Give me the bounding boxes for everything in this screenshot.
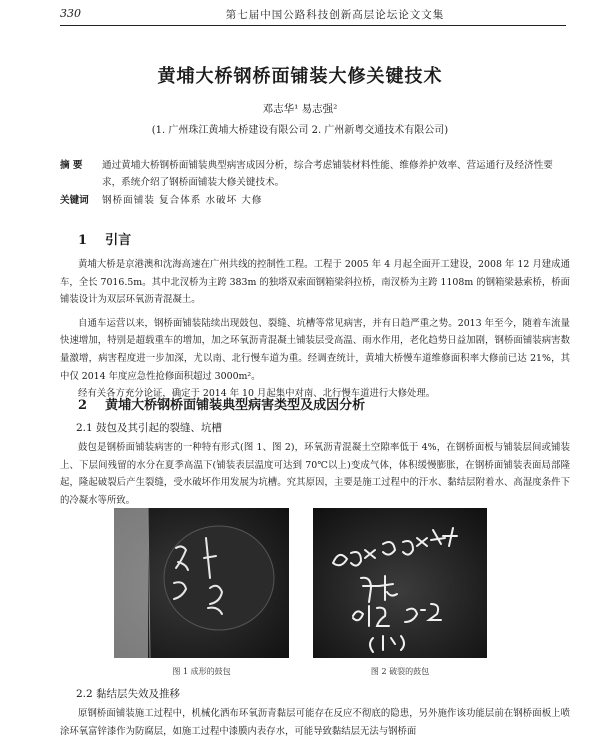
paragraph: 鼓包是钢桥面铺装病害的一种特有形式(图 1、图 2)，环氧沥青混凝土空隙率低于 4%，在钢桥面板与铺装层间或铺装上、下层间残留的水分在夏季高温下(铺装表层温度可达到 70℃以上)变成气体，体积缓慢膨胀，在钢桥面铺装表面局部隆起，隆起破裂后产生裂缝，受水破坏作用发展为坑槽。究其原因，主要是施工过程中的汗水、黏结层附着水、高湿度条件下的冷凝水等所致。 bbox=[60, 442, 570, 506]
section-title: 引言 bbox=[105, 233, 132, 248]
running-title: 第七届中国公路科技创新高层论坛论文文集 bbox=[225, 9, 445, 21]
page-number: 330 bbox=[60, 7, 81, 20]
header-rule bbox=[60, 25, 566, 26]
section-2-heading bbox=[78, 394, 365, 413]
keywords-label: 关键词 bbox=[60, 195, 89, 206]
section-number: 1 bbox=[78, 233, 88, 248]
section-title: 黄埔大桥钢桥面铺装典型病害类型及成因分析 bbox=[105, 398, 366, 413]
paragraph: 黄埔大桥是京港澳和沈海高速在广州共线的控制性工程。工程于 2005 年 4 月起全面开工建设，2008 年 12 月建成通车，全长 7016.5m。其中北汊桥为主跨 383m 的独塔双索面钢箱梁斜拉桥，南汊桥为主跨 1108m 的钢箱梁悬索桥，桥面铺装设计为双层环氧沥青混凝土。 bbox=[60, 259, 570, 306]
keywords-text: 钢桥面铺装 复合体系 水破坏 大修 bbox=[102, 195, 263, 206]
paper-title: 黄埔大桥钢桥面铺装大修关键技术 bbox=[157, 66, 443, 87]
broken-bulge-photo-image bbox=[313, 508, 487, 658]
section-1-heading bbox=[78, 229, 131, 248]
figure-1-photo bbox=[114, 508, 289, 658]
figure-2-photo bbox=[313, 508, 487, 658]
section-2-2-body bbox=[60, 705, 570, 740]
subsection-2-2-heading: 2.2 黏结层失效及推移 bbox=[76, 688, 181, 700]
bulge-photo-image bbox=[114, 508, 289, 658]
section-1-body bbox=[60, 256, 570, 403]
abstract-label: 摘 要 bbox=[60, 160, 83, 171]
abstract-text: 通过黄埔大桥钢桥面铺装典型病害成因分析，综合考虑铺装材料性能、维修养护效率、营运通行及经济性要求，系统介绍了钢桥面铺装大修关键技术。 bbox=[102, 160, 553, 188]
subsection-2-1-heading: 2.1 鼓包及其引起的裂缝、坑槽 bbox=[76, 422, 223, 434]
figure-2-caption: 图 2 破裂的鼓包 bbox=[370, 667, 430, 676]
section-number: 2 bbox=[78, 398, 88, 413]
authors: 邓志华¹ 易志强² bbox=[262, 103, 338, 115]
figure-1-caption: 图 1 成形的鼓包 bbox=[172, 667, 231, 676]
paragraph: 经有关各方充分论证，确定于 2014 年 10 月起集中对南、北行慢车道进行大修处理。 bbox=[78, 388, 436, 400]
paragraph: 自通车运营以来，钢桥面铺装陆续出现鼓包、裂缝、坑槽等常见病害，并有日趋严重之势。2013 年至今，随着车流量快速增加，特别是超载重车的增加，加之环氧沥青混凝土铺装层受高温、雨水作用，老化趋势日益加剧，钢桥面铺装病害数量激增，病害程度进一步加深，尤以南、北行慢车道为重。经调查统计，黄埔大桥慢车道维修面积率大修前已达 21%，其中仅 2014 年度应急性抢修面积超过 3000m²。 bbox=[60, 317, 570, 382]
paragraph: 原钢桥面铺装施工过程中，机械化洒布环氧沥青黏层可能存在反应不彻底的隐患，另外施作该功能层前在钢桥面板上喷涂环氧富锌漆作为防腐层，如施工过程中漆膜内表存水，可能导致黏结层无法与钢桥面 bbox=[60, 708, 570, 737]
affiliations: (1. 广州珠江黄埔大桥建设有限公司 2. 广州新粤交通技术有限公司) bbox=[151, 125, 449, 136]
section-2-1-body bbox=[60, 439, 570, 509]
